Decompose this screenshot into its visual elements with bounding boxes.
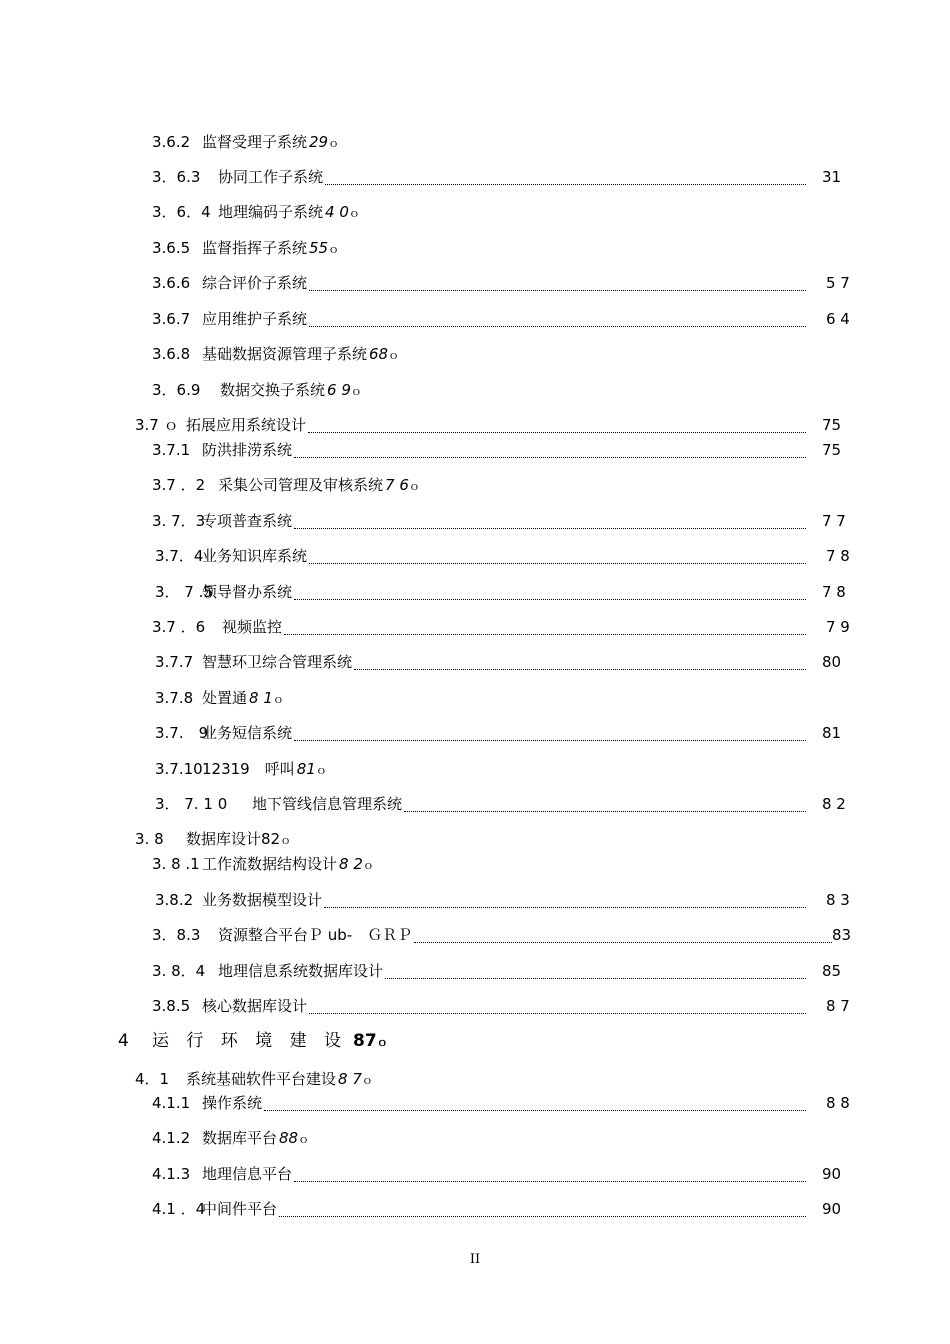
toc-section-number: 3.7.7	[155, 653, 194, 671]
toc-section-title	[202, 438, 292, 462]
toc-section-title	[186, 413, 306, 437]
toc-title-text: 业务短信系统	[202, 724, 293, 742]
toc-section-number: 4.1.1	[152, 1094, 191, 1112]
toc-section-number: 3． 7 .5	[155, 583, 213, 601]
toc-dot-leader	[404, 811, 806, 812]
toc-entry	[0, 615, 950, 639]
toc-entry	[0, 378, 950, 402]
toc-section-number: 3.7. 9	[155, 724, 209, 742]
toc-dot-leader	[325, 184, 806, 185]
toc-section-number: 3. 8 .1	[152, 855, 200, 873]
toc-title-text: 监督指挥子系统	[202, 239, 308, 257]
toc-page-number: 6 9	[327, 381, 351, 399]
toc-section-title	[218, 165, 323, 189]
toc-entry	[0, 686, 950, 710]
toc-end-mark: ｏ	[315, 764, 327, 777]
toc-section-title	[202, 888, 322, 912]
toc-entry	[0, 959, 950, 983]
toc-section-number: 3.7 ．6	[152, 618, 206, 636]
toc-title-text: 操作系统	[202, 1094, 263, 1112]
toc-title-text: 监督受理子系统	[202, 133, 308, 151]
toc-section-number: 3.8.5	[152, 997, 191, 1015]
toc-section-title	[152, 1029, 388, 1055]
toc-dot-leader	[294, 457, 806, 458]
toc-section-number: 3．8.3	[152, 926, 201, 944]
toc-end-mark: ｏ	[388, 349, 400, 362]
toc-entry	[0, 757, 950, 781]
toc-title-text: 数据交换子系统	[220, 381, 326, 399]
toc-page-number: 88	[279, 1129, 299, 1147]
toc-entry	[0, 650, 950, 674]
toc-title-text: 数据库设计82	[186, 830, 281, 848]
toc-entry	[0, 473, 950, 497]
toc-entry	[0, 792, 950, 816]
toc-page-number: 5 7	[826, 274, 850, 292]
toc-title-text: 处置通	[202, 689, 248, 707]
toc-entry	[0, 1197, 950, 1221]
toc-page-number: 55	[309, 239, 329, 257]
toc-section-number: 4．1	[135, 1070, 170, 1088]
toc-section-title	[218, 473, 420, 499]
toc-section-title	[202, 650, 352, 674]
toc-entry	[0, 888, 950, 912]
toc-section-title	[202, 342, 399, 368]
toc-section-title	[202, 509, 292, 533]
page-footer	[0, 1248, 950, 1272]
toc-entry	[0, 307, 950, 331]
toc-section-number: 3.7.1	[152, 441, 191, 459]
toc-section-title	[202, 1126, 309, 1152]
toc-dot-leader	[264, 1110, 806, 1111]
toc-page-number: 7 9	[826, 618, 850, 636]
toc-entry	[0, 165, 950, 189]
toc-entry	[0, 130, 950, 154]
toc-title-text: 防洪排涝系统	[202, 441, 293, 459]
page-number: II	[469, 1252, 481, 1267]
toc-page-number: 8 2	[339, 855, 363, 873]
toc-entry	[0, 509, 950, 533]
toc-section-number: 3．6．4	[152, 203, 211, 221]
toc-entry	[0, 1029, 950, 1053]
toc-entry	[0, 1162, 950, 1186]
toc-title-text: 地理信息平台	[202, 1165, 293, 1183]
toc-section-title	[186, 1067, 373, 1093]
toc-entry	[0, 342, 950, 366]
toc-title-text: 智慧环卫综合管理系统	[202, 653, 353, 671]
toc-dot-leader	[279, 1216, 806, 1217]
toc-end-mark: ｏ	[362, 859, 374, 872]
toc-section-number: 3.6.7	[152, 310, 191, 328]
toc-section-title	[202, 271, 307, 295]
toc-section-number: 3.6.8	[152, 345, 191, 363]
toc-section-title	[252, 792, 402, 816]
toc-section-number: 3.7 ．2	[152, 476, 206, 494]
toc-page-number: 75	[822, 441, 842, 459]
toc-title-text: 视频监控	[222, 618, 283, 636]
toc-section-title	[218, 200, 360, 226]
toc-entry	[0, 923, 950, 947]
toc-section-title	[202, 580, 292, 604]
toc-page-number: 8 2	[822, 795, 846, 813]
toc-end-mark: ｏ	[328, 243, 340, 256]
toc-page-number: 4 0	[325, 203, 349, 221]
toc-section-number: 3. 8	[135, 830, 164, 848]
toc-section-title	[202, 236, 339, 262]
toc-entry	[0, 236, 950, 260]
toc-section-number: 3． 7. 1 0	[155, 795, 228, 813]
toc-section-title	[202, 1091, 262, 1115]
toc-page-number: 7 7	[822, 512, 846, 530]
toc-entry	[0, 1126, 950, 1150]
toc-title-text: 系统基础软件平台建设	[186, 1070, 337, 1088]
toc-title-text: 基础数据资源管理子系统	[202, 345, 368, 363]
toc-section-number: 3.6.6	[152, 274, 191, 292]
toc-section-title	[202, 1197, 277, 1221]
toc-section-number: 3. 8．4	[152, 962, 206, 980]
toc-entry	[0, 827, 950, 851]
toc-section-number: 3．6.3	[152, 168, 201, 186]
toc-entry	[0, 200, 950, 224]
toc-section-number: 3.6.2	[152, 133, 191, 151]
toc-end-mark: ｏ	[348, 207, 360, 220]
toc-page-number: 8 8	[826, 1094, 850, 1112]
toc-entry	[0, 721, 950, 745]
toc-end-mark: ｏ	[361, 1074, 373, 1087]
toc-title-text: 地下管线信息管理系统	[252, 795, 403, 813]
toc-section-title	[218, 959, 383, 983]
toc-dot-leader	[354, 669, 806, 670]
toc-page-number: 7 8	[826, 547, 850, 565]
toc-title-text: 业务知识库系统	[202, 547, 308, 565]
toc-page-number: 83	[832, 926, 852, 944]
toc-title-text: 12319 呼叫	[202, 760, 295, 778]
toc-end-mark: ｏ	[328, 137, 340, 150]
toc-page-number: 68	[369, 345, 389, 363]
toc-dot-leader	[308, 432, 806, 433]
toc-title-text: 工作流数据结构设计	[202, 855, 338, 873]
toc-page-number: 7 6	[385, 476, 409, 494]
toc-title-text: 资源整合平台Ｐ ub- ＧＲＰ	[218, 926, 413, 944]
toc-title-text: 拓展应用系统设计	[186, 416, 307, 434]
toc-section-title	[202, 852, 374, 878]
toc-section-number: 4.1.2	[152, 1129, 191, 1147]
toc-page-number: 29	[309, 133, 329, 151]
toc-section-number: 3.6.5	[152, 239, 191, 257]
toc-dot-leader	[294, 740, 806, 741]
toc-title-text: 地理编码子系统	[218, 203, 324, 221]
toc-section-title	[218, 923, 412, 947]
toc-dot-leader	[294, 1181, 806, 1182]
toc-section-number: 4.1 ．4	[152, 1200, 206, 1218]
toc-title-text: 核心数据库设计	[202, 997, 308, 1015]
toc-page-number: 75	[822, 416, 842, 434]
toc-title-text: 运 行 环 境 建 设	[152, 1031, 348, 1051]
toc-section-number: 3.7．4	[155, 547, 204, 565]
toc-section-title	[202, 757, 327, 783]
toc-dot-leader	[294, 599, 806, 600]
toc-section-number: 3.8.2	[155, 891, 194, 909]
toc-section-title	[220, 378, 362, 404]
toc-page-number: 8 7	[826, 997, 850, 1015]
toc-section-number: 4	[118, 1031, 129, 1051]
toc-entry	[0, 852, 950, 876]
toc-page-number: 85	[822, 962, 842, 980]
toc-page-number: 6 4	[826, 310, 850, 328]
toc-entry	[0, 271, 950, 295]
toc-dot-leader	[294, 528, 806, 529]
toc-section-number: 3.7.8	[155, 689, 194, 707]
toc-section-title	[202, 994, 307, 1018]
toc-section-title	[202, 721, 292, 745]
toc-dot-leader	[309, 290, 806, 291]
toc-section-number: 3.7.10	[155, 760, 203, 778]
toc-page-number: 7 8	[822, 583, 846, 601]
toc-end-mark: ｏ	[408, 480, 420, 493]
toc-end-mark: ｏ	[280, 834, 292, 847]
toc-section-number: 3．6.9	[152, 381, 201, 399]
toc-section-title	[186, 827, 291, 853]
toc-dot-leader	[309, 563, 806, 564]
toc-entry	[0, 994, 950, 1018]
toc-page-number: 90	[822, 1200, 842, 1218]
toc-entry	[0, 544, 950, 568]
toc-end-mark: ｏ	[350, 385, 362, 398]
toc-section-number: 4.1.3	[152, 1165, 191, 1183]
toc-dot-leader	[284, 634, 806, 635]
toc-title-text: 领导督办系统	[202, 583, 293, 601]
toc-entry	[0, 580, 950, 604]
toc-title-text: 业务数据模型设计	[202, 891, 323, 909]
toc-title-text: 应用维护子系统	[202, 310, 308, 328]
toc-section-title	[222, 615, 282, 639]
toc-entry	[0, 413, 950, 437]
toc-dot-leader	[414, 942, 832, 943]
toc-page-number: 87	[353, 1031, 377, 1051]
toc-page-number: 80	[822, 653, 842, 671]
toc-entry	[0, 438, 950, 462]
toc-title-text: 地理信息系统数据库设计	[218, 962, 384, 980]
toc-title-text: 采集公司管理及审核系统	[218, 476, 384, 494]
toc-dot-leader	[309, 1013, 806, 1014]
toc-page-number: 31	[822, 168, 842, 186]
toc-end-mark: ｏ	[298, 1133, 310, 1146]
toc-page-number: 81	[296, 760, 316, 778]
toc-end-mark: ｏ	[272, 693, 284, 706]
toc-page-number: 81	[822, 724, 842, 742]
toc-entry	[0, 1091, 950, 1115]
toc-title-text: 数据库平台	[202, 1129, 278, 1147]
toc-section-title	[202, 307, 307, 331]
toc-dot-leader	[324, 907, 806, 908]
toc-page-number: 8 3	[826, 891, 850, 909]
toc-title-text: 中间件平台	[202, 1200, 278, 1218]
toc-dot-leader	[309, 326, 806, 327]
toc-dot-leader	[385, 978, 806, 979]
toc-section-title	[202, 686, 284, 712]
toc-section-number: 3.7 ｏ	[135, 416, 179, 434]
toc-section-number: 3. 7．3	[152, 512, 206, 530]
toc-section-title	[202, 1162, 292, 1186]
toc-title-text: 协同工作子系统	[218, 168, 324, 186]
toc-page-number: 90	[822, 1165, 842, 1183]
toc-title-text: 综合评价子系统	[202, 274, 308, 292]
toc-page-number: 8 7	[338, 1070, 362, 1088]
toc-entry	[0, 1067, 950, 1091]
toc-section-title	[202, 544, 307, 568]
toc-end-mark: ｏ	[376, 1036, 388, 1049]
toc-title-text: 专项普查系统	[202, 512, 293, 530]
toc-page-number: 8 1	[249, 689, 273, 707]
toc-section-title	[202, 130, 339, 156]
